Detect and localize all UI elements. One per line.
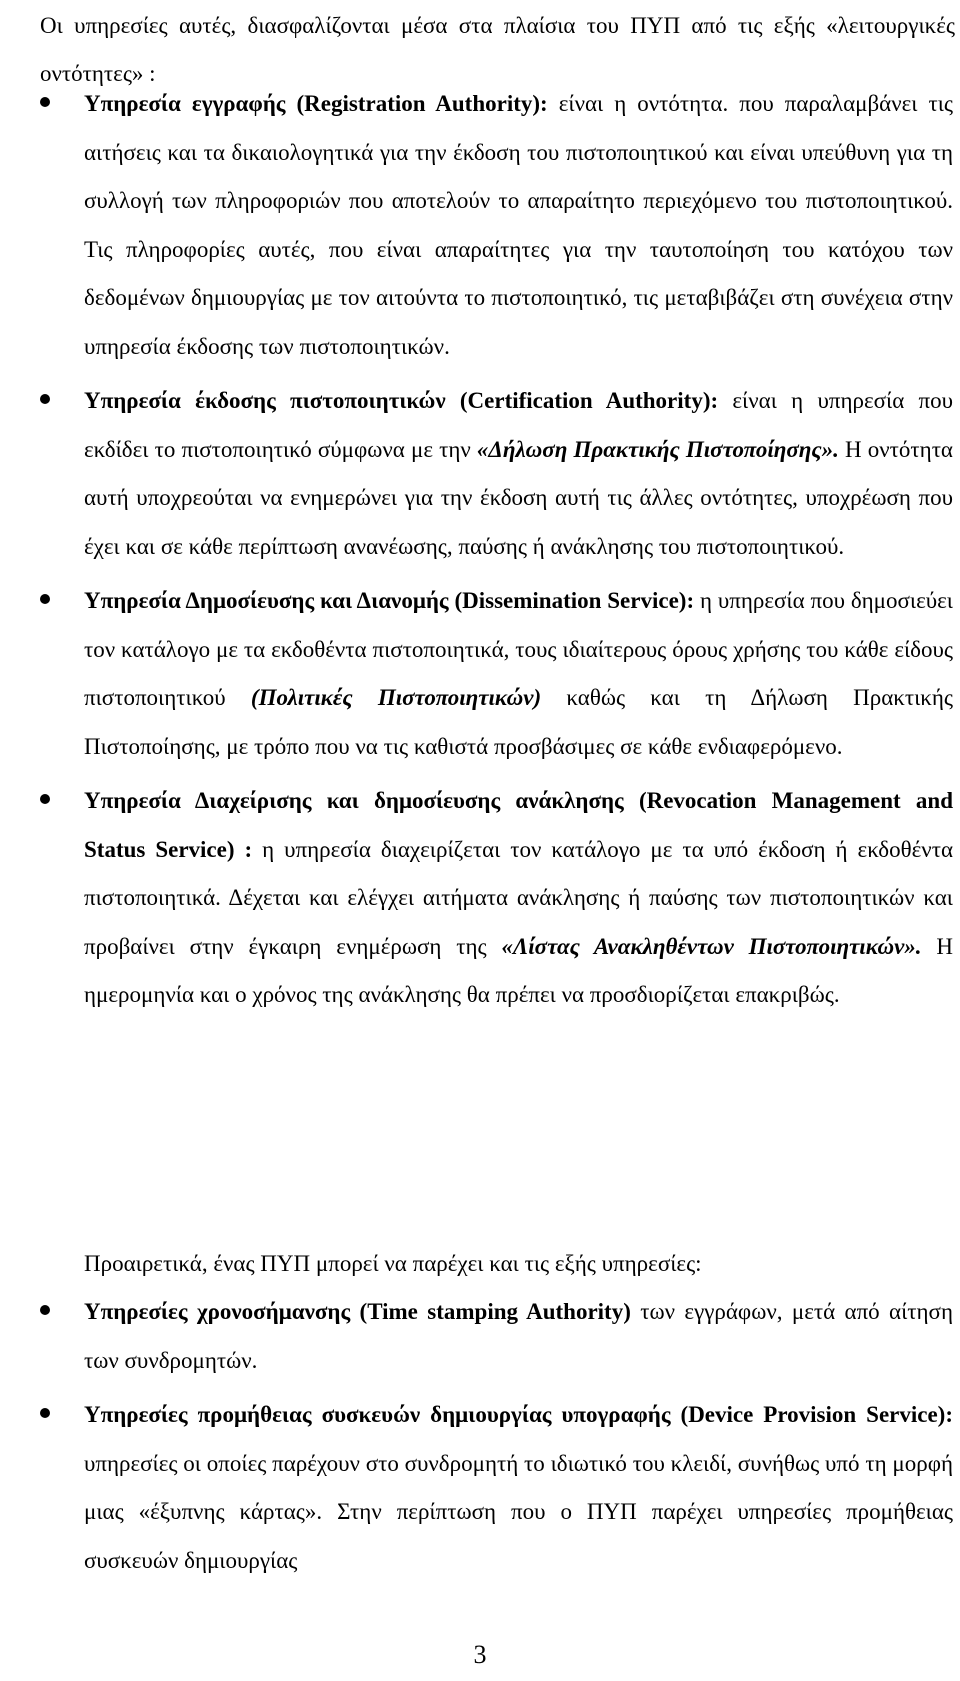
list-item [0,1391,960,1585]
service-emphasis: «Λίστας Ανακληθέντων Πιστοποιητικών». [501,933,922,959]
bullet-icon [40,97,50,107]
service-title: Υπηρεσίες προμήθειας συσκευών δημιουργίας υπογραφής (Device Provision Service): [84,1402,953,1427]
service-title: Υπηρεσία Δημοσίευσης και Διανομής (Dissemination Service): [84,588,695,613]
list-item [0,577,960,771]
service-text: η υπηρεσία που δημοσιεύει τον κατάλογο με τα εκδοθέντα πιστοποιητικά, τους ιδιαίτερους όρους χρήσης του κάθε είδους πιστοποιητικού [84,588,953,710]
list-item [0,1288,960,1385]
service-text: Η ημερομηνία και ο χρόνος της ανάκλησης θα πρέπει να προσδιορίζεται επακριβώς. [84,933,953,1007]
list-item [0,777,960,1020]
service-title: Υπηρεσία εγγραφής (Registration Authority): [84,91,548,116]
services-list [0,80,960,1020]
bullet-icon [40,1408,50,1418]
list-item [0,80,960,371]
bullet-icon [40,1305,50,1315]
service-text: Η οντότητα αυτή υποχρεούται να ενημερώνει για την έκδοση αυτή τις άλλες οντότητες, υποχρέωση που έχει και σε κάθε περίπτωση ανανέωσης, παύσης ή ανάκλησης του πιστοποιητικού. [84,436,953,559]
service-text: είναι η οντότητα. που παραλαμβάνει τις αιτήσεις και τα δικαιολογητικά για την έκδοση του πιστοποιητικού και είναι υπεύθυνη για τη συλλογή των πληροφοριών που αποτελούν το απαραίτητο περιεχόμενο του πιστοποιητικού. Τις πληροφορίες αυτές, που είναι απαραίτητες για την ταυτοποίηση του κατόχου των δεδομένων δημιουργίας με τον αιτούντα το πιστοποιητικό, τις μεταβιβάζει στη συνέχεια στην υπηρεσία έκδοσης των πιστοποιητικών. [84,91,953,359]
service-text: των εγγράφων, μετά από αίτηση των συνδρομητών. [84,1299,953,1373]
list-item [0,377,960,571]
service-title: Υπηρεσίες χρονοσήμανσης (Time stamping Authority) [84,1299,631,1324]
page-number: 3 [473,1640,487,1669]
bullet-icon [40,394,50,404]
service-emphasis: «Δήλωση Πρακτικής Πιστοποίησης». [476,436,839,462]
service-text: η υπηρεσία διαχειρίζεται τον κατάλογο με τα υπό έκδοση ή εκδοθέντα πιστοποιητικά. Δέχεται και ελέγχει αιτήματα ανάκλησης ή παύσης των πιστοποιητικών και προβαίνει στην έγκαιρη ενημέρωση της [84,836,953,959]
service-title: Υπηρεσία έκδοσης πιστοποιητικών (Certification Authority): [84,388,719,413]
optional-services-list [0,1288,960,1585]
service-title: Υπηρεσία Διαχείρισης και δημοσίευσης ανάκλησης (Revocation Management and Status Service) : [84,788,953,862]
service-text: είναι η υπηρεσία που εκδίδει το πιστοποιητικό σύμφωνα με την [84,388,953,462]
service-text: καθώς και τη Δήλωση Πρακτικής Πιστοποίησης, με τρόπο που να τις καθιστά προσβάσιμες σε κάθε ενδιαφερόμενο. [84,685,953,759]
optional-services-intro: Προαιρετικά, ένας ΠΥΠ μπορεί να παρέχει και τις εξής υπηρεσίες: [84,1251,702,1276]
service-emphasis: (Πολιτικές Πιστοποιητικών) [250,685,542,710]
bullet-icon [40,594,50,604]
bullet-icon [40,794,50,804]
service-text: υπηρεσίες οι οποίες παρέχουν στο συνδρομητή το ιδιωτικό του κλειδί, συνήθως υπό τη μορφή μιας «έξυπνης κάρτας». Στην περίπτωση που ο ΠΥΠ παρέχει υπηρεσίες προμήθειας συσκευών δημιουργίας [84,1450,953,1573]
intro-paragraph: Οι υπηρεσίες αυτές, διασφαλίζονται μέσα στα πλαίσια του ΠΥΠ από τις εξής «λειτουργικές οντότητες» : [40,13,955,86]
